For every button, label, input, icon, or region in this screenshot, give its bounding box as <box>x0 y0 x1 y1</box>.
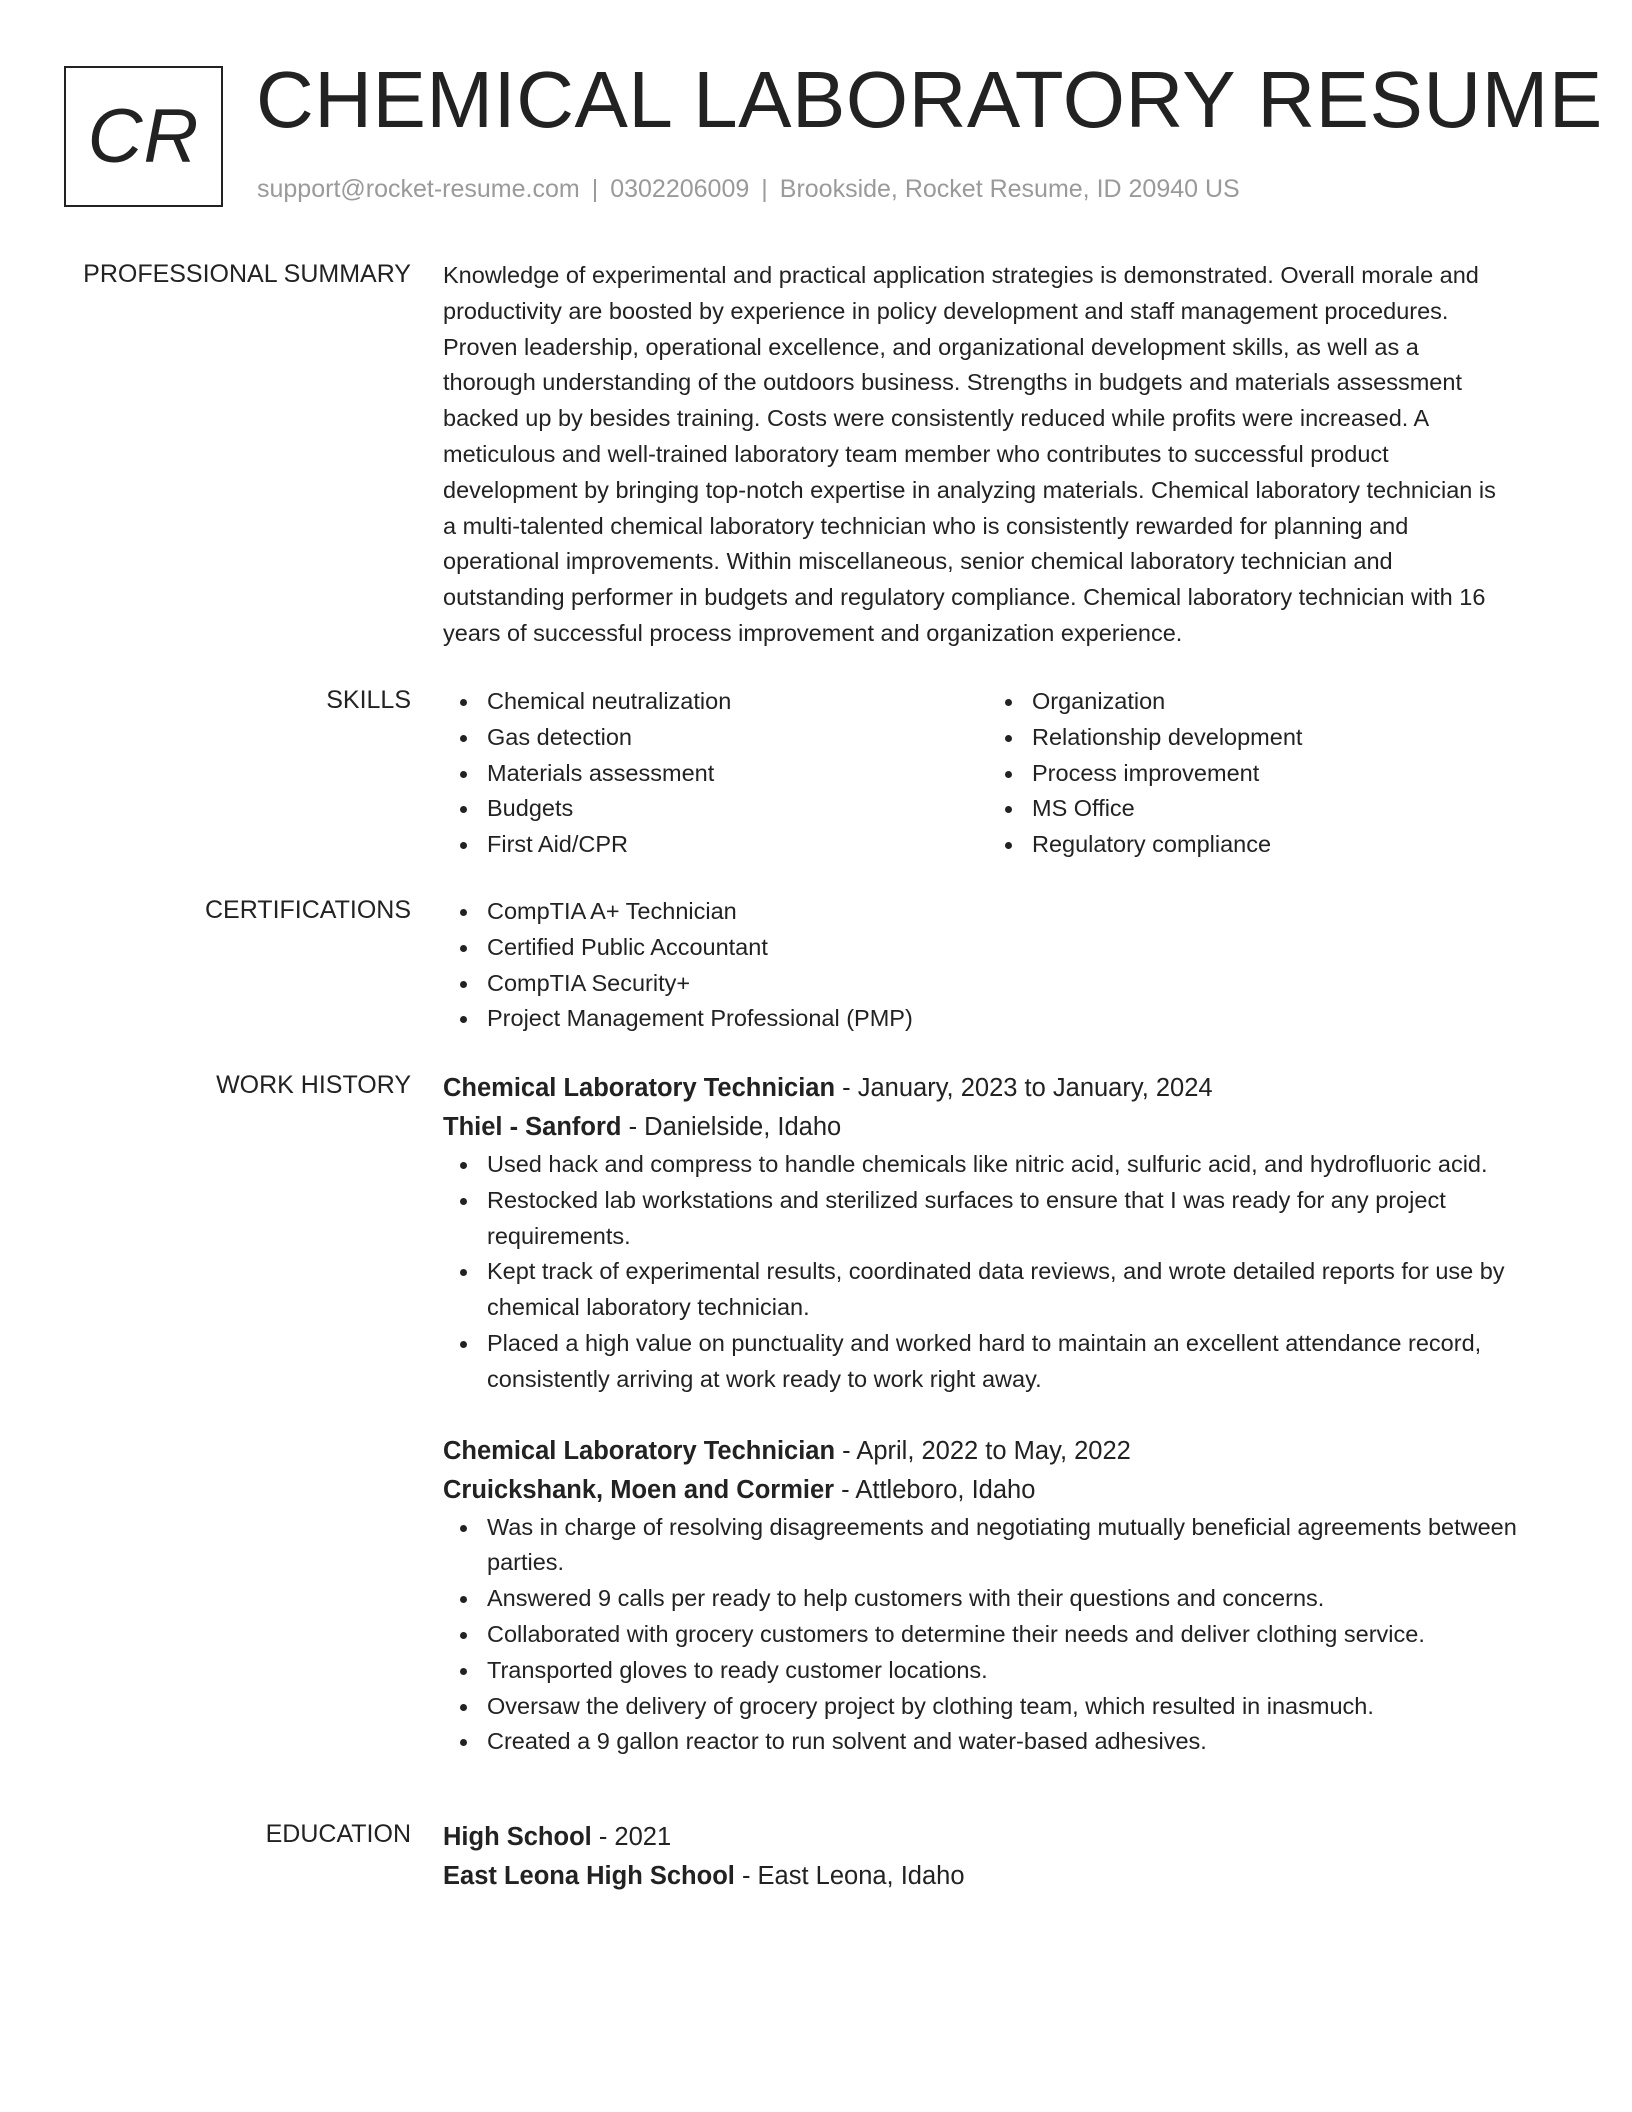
skill-item: MS Office <box>988 791 1533 827</box>
certifications-list <box>443 894 1555 1037</box>
skill-item: Budgets <box>443 791 988 827</box>
education-school-line <box>443 1857 1555 1896</box>
certification-item: Project Management Professional (PMP) <box>443 1001 1555 1037</box>
job-title-line <box>443 1069 1555 1108</box>
summary-line: outstanding performer in budgets and regulatory compliance. Chemical laboratory technician with 16 <box>443 584 1486 611</box>
section-label-education: EDUCATION <box>265 1820 411 1848</box>
job-entry <box>443 1432 1555 1761</box>
education-entry <box>443 1818 1555 1896</box>
contact-email: support@rocket-resume.com <box>257 175 580 203</box>
job-entry <box>443 1069 1555 1398</box>
skill-item: Regulatory compliance <box>988 827 1533 863</box>
job-dates: - January, 2023 to January, 2024 <box>835 1074 1213 1102</box>
summary-line: development by bringing top-notch expertise in analyzing materials. Chemical laboratory technician is <box>443 476 1496 503</box>
job-duty: Transported gloves to ready customer locations. <box>443 1653 1555 1689</box>
skill-item: Gas detection <box>443 720 988 756</box>
job-title: Chemical Laboratory Technician <box>443 1074 836 1102</box>
page-title: CHEMICAL LABORATORY RESUME <box>256 55 1603 144</box>
job-title-line <box>443 1432 1555 1471</box>
contact-separator: | <box>591 175 599 203</box>
summary-text <box>443 258 1555 652</box>
education-school: East Leona High School <box>443 1862 735 1890</box>
skill-item: Process improvement <box>988 756 1533 792</box>
contact-phone: 0302206009 <box>610 175 750 203</box>
contact-info <box>257 173 1240 205</box>
section-label-skills: SKILLS <box>326 686 411 714</box>
job-company-line <box>443 1108 1555 1147</box>
section-label-certifications: CERTIFICATIONS <box>204 896 411 924</box>
summary-line: operational improvements. Within miscellaneous, senior chemical laboratory technician and <box>443 548 1393 575</box>
job-company-line <box>443 1471 1555 1510</box>
summary-line: Knowledge of experimental and practical application strategies is demonstrated. Overall morale and <box>443 262 1479 288</box>
skill-item: Relationship development <box>988 720 1533 756</box>
work-history-list <box>443 1069 1555 1760</box>
summary-line: thorough understanding of the outdoors business. Strengths in budgets and materials assessment <box>443 369 1462 396</box>
education-degree-line <box>443 1818 1555 1857</box>
monogram-logo: CR <box>64 66 223 207</box>
job-company: Cruickshank, Moen and Cormier <box>443 1475 835 1504</box>
job-title: Chemical Laboratory Technician <box>443 1436 836 1465</box>
section-label-work-history: WORK HISTORY <box>216 1071 411 1099</box>
job-dates: - April, 2022 to May, 2022 <box>835 1436 1131 1465</box>
certification-item: Certified Public Accountant <box>443 930 1555 966</box>
contact-address: Brookside, Rocket Resume, ID 20940 US <box>779 175 1240 203</box>
job-duty: Kept track of experimental results, coordinated data reviews, and wrote detailed reports for use by chemical laboratory technician. <box>443 1254 1555 1326</box>
skill-item: First Aid/CPR <box>443 827 988 863</box>
job-location: - Danielside, Idaho <box>621 1113 842 1141</box>
skills-column-left <box>443 684 988 863</box>
contact-separator: | <box>761 175 768 203</box>
job-duty: Created a 9 gallon reactor to run solvent and water-based adhesives. <box>443 1724 1555 1760</box>
job-duty: Placed a high value on punctuality and worked hard to maintain an excellent attendance record, consistently arriving at work ready to work right away. <box>443 1326 1555 1398</box>
certification-item: CompTIA Security+ <box>443 966 1555 1002</box>
education-degree: High School <box>443 1823 592 1851</box>
education-year: - 2021 <box>591 1823 672 1851</box>
skill-item: Materials assessment <box>443 756 988 792</box>
job-company: Thiel - Sanford <box>443 1113 622 1141</box>
summary-line: Proven leadership, operational excellence, and organizational development skills, as well as a <box>443 333 1419 360</box>
section-label-summary: PROFESSIONAL SUMMARY <box>83 260 411 288</box>
job-duty: Collaborated with grocery customers to determine their needs and deliver clothing service. <box>443 1617 1555 1653</box>
skills-list <box>443 684 1555 863</box>
summary-line: productivity are boosted by experience in policy development and staff management procedures. <box>443 297 1449 324</box>
job-duty: Was in charge of resolving disagreements and negotiating mutually beneficial agreements between parties. <box>443 1510 1555 1582</box>
job-duty: Restocked lab workstations and sterilized surfaces to ensure that I was ready for any project requirements. <box>443 1183 1555 1255</box>
summary-line: backed up by besides training. Costs were consistently reduced while profits were increased. A <box>443 405 1430 432</box>
job-duty: Used hack and compress to handle chemicals like nitric acid, sulfuric acid, and hydrofluoric acid. <box>443 1147 1555 1183</box>
job-location: - Attleboro, Idaho <box>834 1475 1036 1504</box>
job-duty: Answered 9 calls per ready to help customers with their questions and concerns. <box>443 1581 1555 1617</box>
job-duties <box>443 1147 1555 1398</box>
job-duties <box>443 1510 1555 1761</box>
skills-column-right <box>988 684 1533 863</box>
education-location: - East Leona, Idaho <box>734 1862 965 1890</box>
summary-line: years of successful process improvement and organization experience. <box>443 619 1183 646</box>
summary-line: a multi-talented chemical laboratory technician who is consistently rewarded for planning and <box>443 512 1409 539</box>
certification-item: CompTIA A+ Technician <box>443 894 1555 930</box>
job-duty: Oversaw the delivery of grocery project by clothing team, which resulted in inasmuch. <box>443 1689 1555 1725</box>
skill-item: Organization <box>988 684 1533 720</box>
summary-line: meticulous and well-trained laboratory team member who contributes to successful product <box>443 440 1389 467</box>
skill-item: Chemical neutralization <box>443 684 988 720</box>
